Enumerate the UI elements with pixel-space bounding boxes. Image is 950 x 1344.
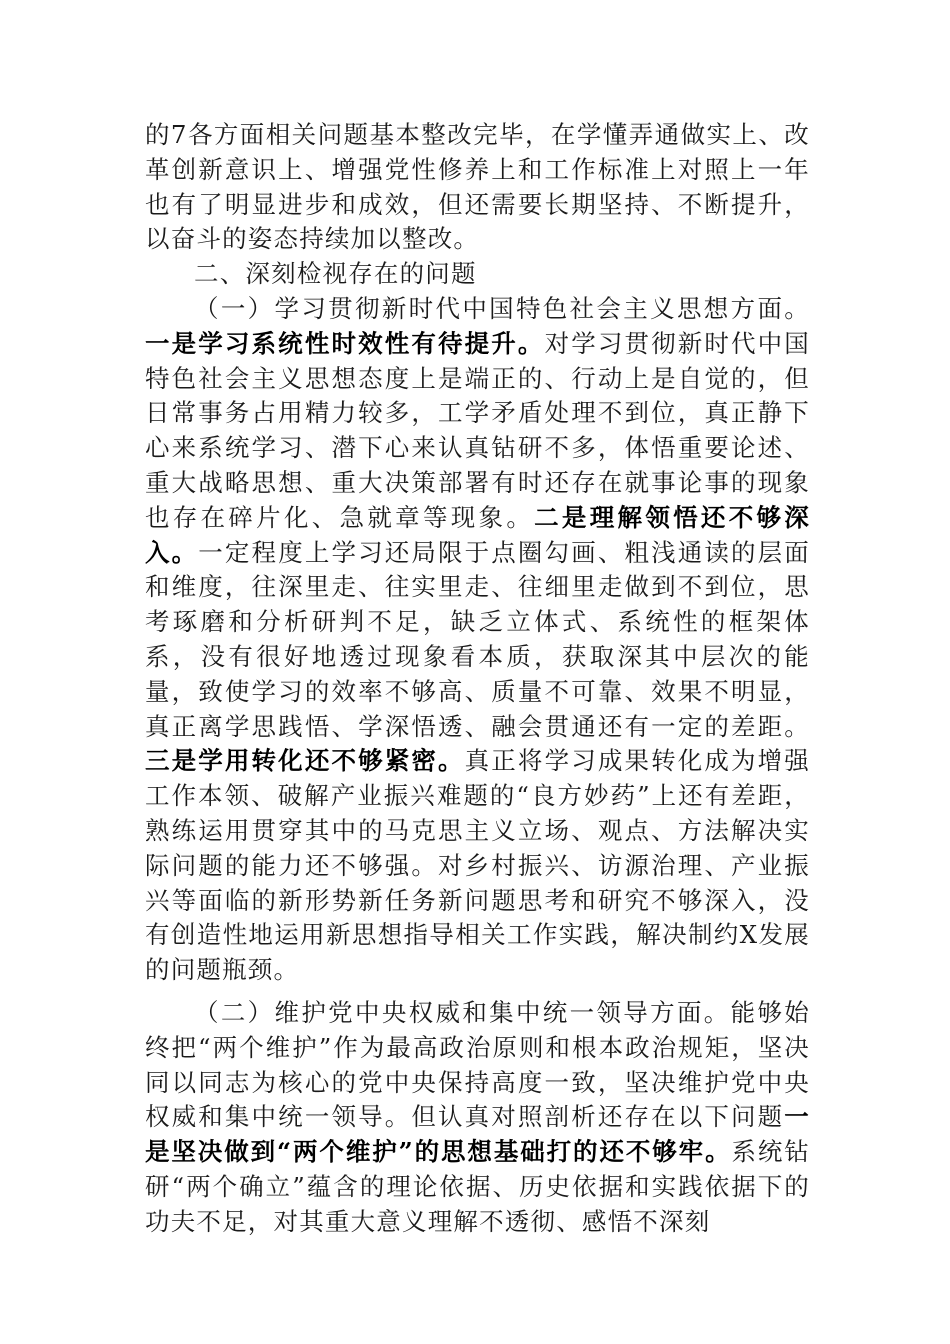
sub1-point2-text: 一定程度上学习还局限于点圈勾画、粗浅通读的层面和维度，往深里走、往实里走、往细里走做到不到位，思考琢磨和分析研判不足，缺乏立体式、系统性的框架体系，没有很好地透过现象看本质，获取深其中层次的能量，致使学习的效率不够高、质量不可靠、效果不明显，真正离学思践悟、学深悟透、融会贯通还有一定的差距。 [145,537,810,741]
document-body [145,118,810,1240]
section-heading: 二、深刻检视存在的问题 [194,259,477,289]
sub1-point2-title: 二是理解领悟还不够深入。 [145,502,810,567]
sub1-point1-title: 一是学习系统性时效性有待提升。 [145,328,545,358]
sub1-heading: （一）学习贯彻新时代中国特色社会主义思想方面。 [194,293,810,323]
sub2-point1-text: 系统钻研“两个确立”蕴含的理论依据、历史依据和实践依据下的功夫不足，对其重大意义理解不透彻、感悟不深刻 [145,1137,810,1236]
sub2-heading: （二）维护党中央权威和集中统一领导方面。 [194,997,731,1027]
sub1-paragraph [145,292,810,988]
sub2-point1-title: 一是坚决做到“两个维护”的思想基础打的还不够牢。 [145,1102,810,1167]
intro-paragraph: 的7各方面相关问题基本整改完毕，在学懂弄通做实上、改革创新意识上、增强党性修养上和工作标准上对照上一年也有了明显进步和成效，但还需要长期坚持、不断提升，以奋斗的姿态持续加以整改。 [145,120,810,254]
sub1-point3-text: 真正将学习成果转化成为增强工作本领、破解产业振兴难题的“良方妙药”上还有差距，熟练运用贯穿其中的马克思主义立场、观点、方法解决实际问题的能力还不够强。对乡村振兴、访源治理、产业振兴等面临的新形势新任务新问题思考和研究不够深入，没有创造性地运用新思想指导相关工作实践，解决制约X发展的问题瓶颈。 [145,746,810,985]
paragraph-spacer [145,988,810,996]
sub1-point1-text: 对学习贯彻新时代中国特色社会主义思想态度上是端正的、行动上是自觉的，但日常事务占用精力较多，工学矛盾处理不到位，真正静下心来系统学习、潜下心来认真钻研不多，体悟重要论述、重大战略思想、重大决策部署有时还存在就事论事的现象也存在碎片化、急就章等现象。 [145,328,810,532]
sub2-text: 能够始终把“两个维护”作为最高政治原则和根本政治规矩，坚决同以同志为核心的党中央保持高度一致，坚决维护党中央权威和集中统一领导。但认真对照剖析还存在以下问题 [145,997,811,1132]
sub2-paragraph [145,996,810,1240]
sub1-point3-title: 三是学用转化还不够紧密。 [145,746,465,776]
